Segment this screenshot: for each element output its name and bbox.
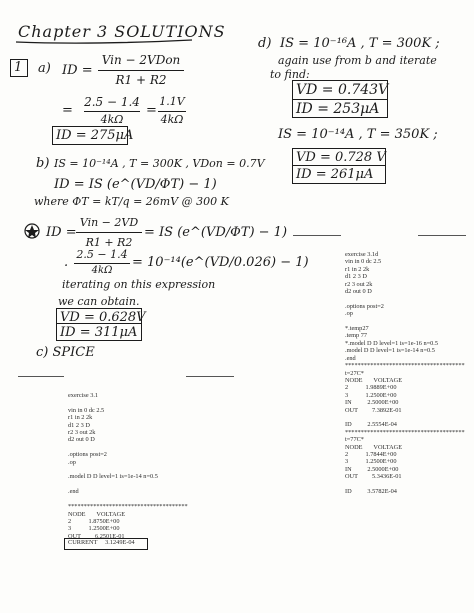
part-b-result-vd: VD = 0.628V — [60, 310, 146, 325]
part-b-eq2-numerator: Vin − 2VD — [79, 216, 139, 229]
part-d-result-id2: ID = 261μA — [296, 167, 374, 182]
spice-line: .end — [345, 354, 356, 362]
spice-line: t=77C* — [345, 436, 364, 444]
spice-line: .op — [345, 310, 353, 318]
part-a-numerator-2: 2.5 − 1.4 — [84, 95, 140, 109]
spice-line: .model D D level=1 is=1e-14 n=0.5 — [345, 347, 435, 355]
part-b-iterating-text: iterating on this expression — [62, 278, 216, 291]
spice-line: NODE VOLTAGE — [68, 510, 126, 518]
part-a-denominator: R1 + R2 — [115, 73, 167, 87]
part-b-eq3-denominator: 4kΩ — [91, 265, 113, 276]
spice-line — [345, 295, 465, 302]
spice-line: r1 in 2 2k — [68, 414, 93, 422]
spice-line: 3 1.2500E+00 — [345, 391, 397, 399]
spice-line: 3 1.2500E+00 — [68, 525, 120, 533]
spice-listing-left — [68, 392, 188, 540]
part-a-numerator: Vin − 2VDon — [101, 53, 181, 67]
part-d-result-divider-2 — [292, 165, 386, 166]
spice-line: r2 3 out 2k — [345, 280, 373, 288]
spice-line: d2 out 0 D — [345, 288, 372, 296]
spice-line: r2 3 out 2k — [68, 429, 96, 437]
part-a-denominator-2: 4kΩ — [100, 113, 124, 126]
spice-line: d2 out 0 D — [68, 436, 95, 444]
part-b-given: IS = 10⁻¹⁴A , T = 300K , VDon = 0.7V — [54, 157, 265, 170]
spice-line — [345, 318, 465, 325]
spice-line: d1 2 3 D — [68, 421, 90, 429]
part-d-given2: IS = 10⁻¹⁴A , T = 350K ; — [278, 127, 438, 142]
spice-line — [68, 444, 188, 451]
spice-line — [68, 481, 188, 488]
part-b-eq3-numerator: 2.5 − 1.4 — [76, 248, 128, 261]
spice-line: ID 2.5554E-04 — [345, 421, 397, 429]
spice-line: exercise 3.1 — [68, 392, 99, 399]
spice-line: ************************************** — [345, 428, 465, 436]
part-d-result-divider-1 — [292, 99, 388, 100]
part-a-numerator-3: 1.1V — [159, 95, 185, 108]
part-d-result-vd1: VD = 0.743V — [296, 82, 389, 98]
part-b-obtain-text: we can obtain. — [58, 295, 140, 308]
part-b-eq2-lhs: ID = — [46, 225, 77, 240]
spice-line: .op — [68, 458, 76, 466]
spice-line — [345, 481, 465, 488]
part-b-result-id: ID = 311μA — [60, 325, 138, 340]
part-b-eq3-fraction-bar — [74, 263, 130, 264]
separator-rule — [18, 376, 64, 377]
part-b-eq2-fraction-bar — [76, 232, 142, 233]
spice-line: IN 2.5000E+00 — [345, 399, 399, 407]
part-d-label: d) — [258, 36, 272, 51]
part-d-result-vd2: VD = 0.728 V — [296, 150, 386, 165]
spice-line: 3 1.2500E+00 — [345, 458, 397, 466]
spice-line: ************************************** — [68, 503, 188, 511]
separator-rule — [418, 235, 466, 236]
spice-line: *.temp27 — [345, 325, 369, 333]
spice-line: t=27C* — [345, 369, 364, 377]
spice-line: OUT 7.3892E-01 — [345, 406, 402, 414]
part-d-text1: again use from b and iterate — [278, 54, 437, 67]
spice-line: NODE VOLTAGE — [345, 376, 403, 384]
scanned-page: Chapter 3 SOLUTIONS 1 a) ID = Vin − 2VDon R1 + R2 = 2.5 − 1.4 4kΩ = 1.1V 4kΩ ID = 275μA b) IS = 10⁻¹⁴A , T = 300K , VDon = 0.7V ID = IS (e^(VD/ΦT) − 1) where ΦT = kT/q = 26mV @ 300 K ID = Vin − 2VD R1 + R2 = IS (e^(VD/ΦT) − 1) . 2.5 − 1.4 4kΩ = 10⁻¹⁴(e^(VD/0.026) − 1) iterating on this expression we can obtain. VD = 0.628V ID = 311μA c) SPICE d) IS = 10⁻¹⁶A , T = 300K ; again use from b and iterate to find: VD = 0.743V ID = 253μA IS = 10⁻¹⁴A , T = 350K ; VD = 0.728 V ID = 261μA exercise 3.1 vin in 0 dc 2.5 r1 in 2 2k d1 2 3 D r2 3 out 2k d2 out 0 D .options post=2 .op .model D D level=1 is=1e-14 n=0.5 .end ************************************** NODE VOLTAGE 2 1.8750E+00 3 1.2500E+00 OUT 6.2501E-01 CURRENT 3.1249E-04 exercise 3.1d vin in 0 dc 2.5 r1 in 2 2k d1 2 3 D r2 3 out 2k d2 out 0 D .options post=2 .op *.temp27 .temp 77 *.model D D level=1 is=1e-16 n=0.5 .model D D level=1 is=1e-14 n=0.5 .end ************************************** t=27C* NODE VOLTAGE 2 1.9889E+00 3 1.2500E+00 IN 2.5000E+00 OUT 7.3892E-01 ID 2.5554E-04 ************************************** t=77C* NODE VOLTAGE 2 1.7844E+00 3 1.2500E+00 IN 2.5000E+00 OUT 5.3436E-01 ID 3.5782E-04 — [0, 0, 474, 613]
part-a-denominator-3: 4kΩ — [160, 113, 184, 126]
separator-rule — [293, 235, 341, 236]
spice-line: 2 1.7844E+00 — [345, 450, 397, 458]
part-d-given: IS = 10⁻¹⁶A , T = 300K ; — [280, 36, 440, 51]
part-b-eq2-rhs: = IS (e^(VD/ΦT) − 1) — [144, 225, 288, 240]
part-b-eq3-rhs: = 10⁻¹⁴(e^(VD/0.026) − 1) — [132, 255, 309, 270]
spice-line: .options post=2 — [345, 302, 384, 310]
spice-current: CURRENT 3.1249E-04 — [68, 539, 135, 546]
spice-line — [68, 399, 188, 406]
separator-rule — [186, 376, 234, 377]
part-d-text2: to find: — [270, 68, 310, 81]
spice-line: IN 2.5000E+00 — [345, 465, 399, 473]
spice-line: OUT 6.2501E-01 — [68, 532, 125, 540]
spice-line: ID 3.5782E-04 — [345, 488, 397, 495]
spice-line: OUT 5.3436E-01 — [345, 473, 402, 481]
part-c-label: c) SPICE — [36, 345, 95, 360]
part-b-eq2-denominator: R1 + R2 — [85, 236, 133, 249]
spice-line: ************************************** — [345, 362, 465, 370]
part-b-where: where ΦT = kT/q = 26mV @ 300 K — [34, 195, 229, 208]
spice-line: r1 in 2 2k — [345, 265, 370, 273]
spice-line: *.model D D level=1 is=1e-16 n=0.5 — [345, 339, 439, 347]
spice-line: .model D D level=1 is=1e-14 n=0.5 — [68, 473, 158, 481]
spice-line: 2 1.8750E+00 — [68, 517, 120, 525]
part-a-result: ID = 275μA — [56, 128, 134, 143]
part-a-lhs: ID = — [62, 63, 93, 78]
spice-line — [68, 466, 188, 473]
problem-number: 1 — [14, 60, 23, 75]
spice-line: 2 1.9889E+00 — [345, 384, 397, 392]
spice-line: vin in 0 dc 2.5 — [68, 406, 105, 414]
spice-line: .temp 77 — [345, 332, 368, 340]
spice-line: vin in 0 dc 2.5 — [345, 258, 382, 266]
part-d-result-id1: ID = 253μA — [296, 101, 380, 117]
spice-line: .options post=2 — [68, 451, 107, 459]
part-a-label: a) — [38, 61, 51, 76]
spice-line — [68, 496, 188, 503]
part-b-label: b) — [36, 156, 50, 171]
part-b-eq1: ID = IS (e^(VD/ΦT) − 1) — [54, 177, 217, 192]
spice-listing-right — [345, 251, 465, 495]
page-title: Chapter 3 SOLUTIONS — [18, 22, 226, 41]
spice-line: exercise 3.1d — [345, 251, 379, 258]
spice-line — [345, 414, 465, 421]
part-b-result-divider — [56, 323, 142, 324]
spice-line: .end — [68, 488, 79, 496]
spice-line: NODE VOLTAGE — [345, 443, 403, 451]
spice-line: d1 2 3 D — [345, 273, 367, 281]
